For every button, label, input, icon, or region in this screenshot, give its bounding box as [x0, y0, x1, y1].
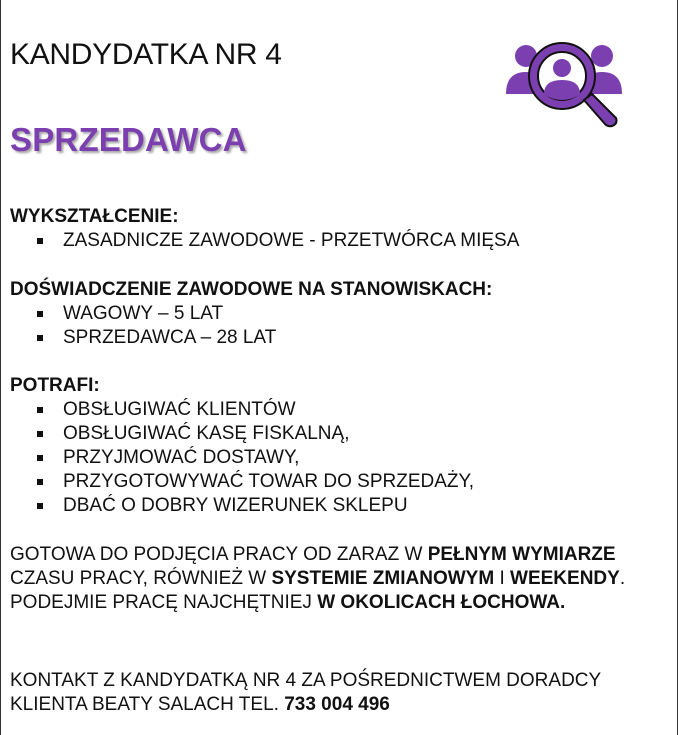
education-heading: WYKSZTAŁCENIE:	[10, 206, 179, 227]
availability-emphasis: PEŁNYM WYMIARZE	[427, 544, 616, 565]
list-item: DBAĆ O DOBRY WIZERUNEK SKLEPU	[10, 494, 474, 518]
availability-emphasis: WEEKENDY	[510, 568, 620, 589]
list-item: ZASADNICZE ZAWODOWE - PRZETWÓRCA MIĘSA	[10, 229, 519, 253]
list-item: SPRZEDAWCA – 28 LAT	[10, 326, 492, 350]
availability-emphasis: W OKOLICACH ŁOCHOWA.	[317, 592, 566, 613]
contact-text: KONTAKT Z KANDYDATKĄ NR 4 ZA POŚREDNICTWEM DORADCY KLIENTA BEATY SALACH TEL.	[10, 670, 601, 715]
candidate-search-icon	[504, 38, 624, 130]
contact-paragraph	[10, 669, 610, 717]
experience-list	[10, 302, 492, 350]
page-title: KANDYDATKA NR 4	[10, 38, 282, 71]
list-item: WAGOWY – 5 LAT	[10, 302, 492, 326]
availability-text: CZASU PRACY, RÓWNIEŻ W	[10, 568, 272, 589]
availability-emphasis: SYSTEMIE ZMIANOWYM	[271, 568, 495, 589]
list-item: OBSŁUGIWAĆ KLIENTÓW	[10, 398, 474, 422]
skills-section	[10, 374, 474, 518]
list-item: PRZYGOTOWYWAĆ TOWAR DO SPRZEDAŻY,	[10, 470, 474, 494]
skills-list	[10, 398, 474, 518]
availability-paragraph	[10, 543, 670, 615]
availability-text: GOTOWA DO PODJĘCIA PRACY OD ZARAZ W	[10, 544, 428, 565]
skills-heading: POTRAFI:	[10, 375, 100, 396]
contact-phone: 733 004 496	[284, 694, 390, 715]
education-list	[10, 229, 519, 253]
availability-text: I	[494, 568, 511, 589]
list-item: OBSŁUGIWAĆ KASĘ FISKALNĄ,	[10, 422, 474, 446]
availability-text: . PODEJMIE PRACĘ NAJCHĘTNIEJ	[10, 568, 626, 613]
experience-heading: DOŚWIADCZENIE ZAWODOWE NA STANOWISKACH:	[10, 279, 493, 300]
education-section	[10, 205, 519, 253]
experience-section	[10, 278, 492, 350]
job-position: SPRZEDAWCA	[10, 121, 247, 158]
list-item: PRZYJMOWAĆ DOSTAWY,	[10, 446, 474, 470]
